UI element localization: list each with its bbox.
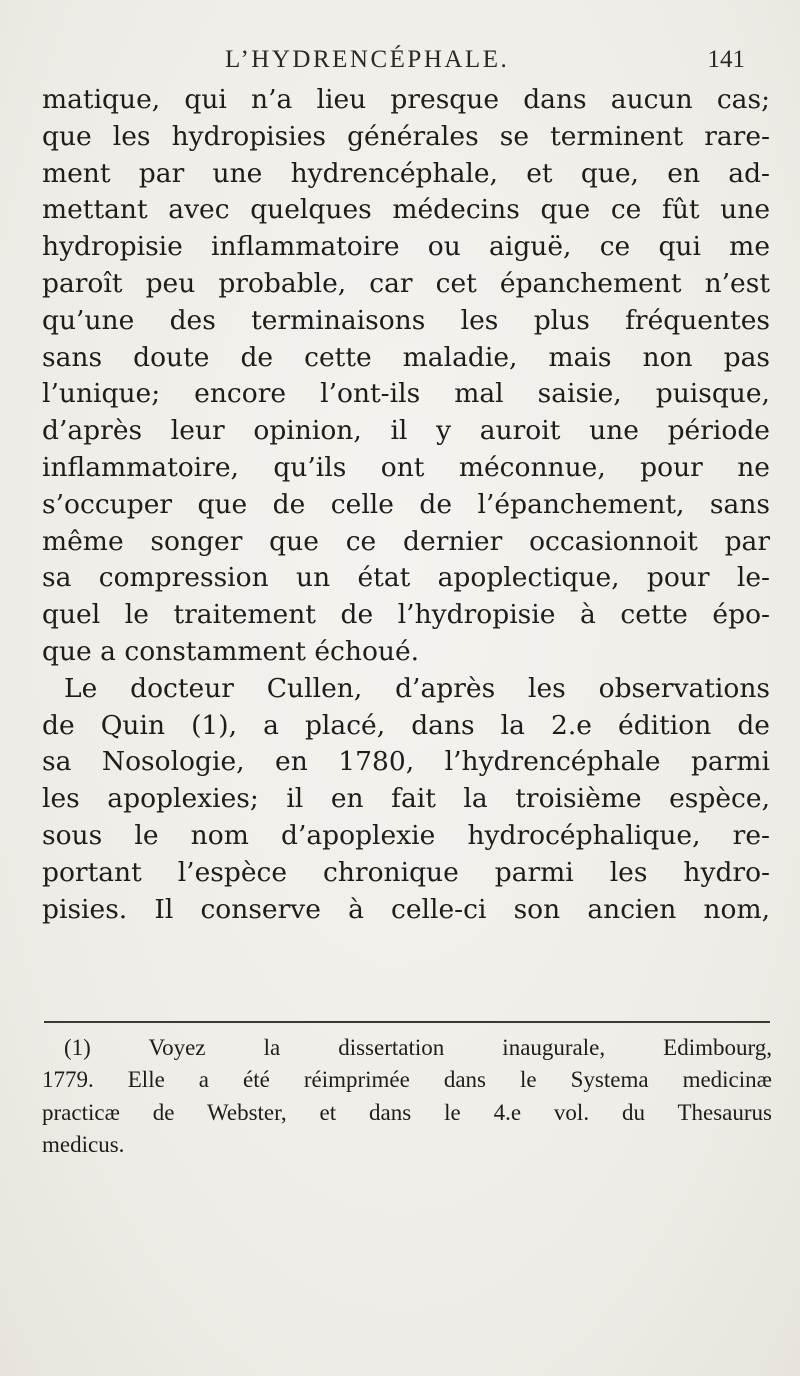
- text-line: hydropisie inflammatoire ou aiguë, ce qui me: [42, 231, 770, 263]
- main-text: [42, 82, 770, 928]
- text-line: sa Nosologie, en 1780, l’hydrencéphale parmi: [42, 746, 770, 778]
- text-line: que les hydropisies générales se terminent rare-: [42, 120, 770, 152]
- text-line: paroît peu probable, car cet épanchement n’est: [42, 267, 770, 299]
- text-line: quel le traitement de l’hydropisie à cette épo-: [42, 599, 770, 631]
- text-line: matique, qui n’a lieu presque dans aucun cas;: [42, 84, 770, 115]
- text-line: Le docteur Cullen, d’après les observations: [64, 672, 770, 704]
- text-line: ment par une hydrencéphale, et que, en ad-: [42, 157, 770, 189]
- text-line: sans doute de cette maladie, mais non pas: [42, 341, 770, 373]
- text-line: qu’une des terminaisons les plus fréquentes: [42, 304, 770, 336]
- text-line: sous le nom d’apoplexie hydrocéphalique, re-: [42, 819, 770, 851]
- text-line: que a constamment échoué.: [42, 635, 420, 667]
- footnote-line: 1779. Elle a été réimprimée dans le Systema medicinæ: [42, 1067, 772, 1093]
- text-line: même songer que ce dernier occasionnoit par: [42, 525, 770, 557]
- text-line: pisies. Il conserve à celle-ci son ancien nom,: [42, 893, 770, 925]
- running-title: L’HYDRENCÉPHALE.: [225, 46, 510, 73]
- text-line: les apoplexies; il en fait la troisième espèce,: [42, 783, 770, 815]
- text-line: d’après leur opinion, il y auroit une période: [42, 415, 770, 447]
- footnote-line: medicus.: [42, 1132, 125, 1158]
- text-line: portant l’espèce chronique parmi les hydro-: [42, 856, 770, 888]
- text-line: mettant avec quelques médecins que ce fût une: [42, 194, 770, 226]
- text-line: sa compression un état apoplectique, pour le-: [42, 562, 770, 594]
- footnote-line: practicæ de Webster, et dans le 4.e vol. du Thesaurus: [42, 1099, 772, 1125]
- text-line: l’unique; encore l’ont-ils mal saisie, puisque,: [42, 378, 770, 410]
- text-line: inflammatoire, qu’ils ont méconnue, pour ne: [42, 451, 770, 483]
- footnote-rule: [44, 1021, 770, 1023]
- text-line: s’occuper que de celle de l’épanchement, sans: [42, 488, 770, 520]
- running-header: [225, 46, 745, 80]
- text-line: de Quin (1), a placé, dans la 2.e édition de: [42, 709, 770, 741]
- footnote: [42, 1032, 772, 1162]
- footnote-line: (1) Voyez la dissertation inaugurale, Edimbourg,: [64, 1035, 772, 1060]
- page-number: 141: [707, 46, 745, 73]
